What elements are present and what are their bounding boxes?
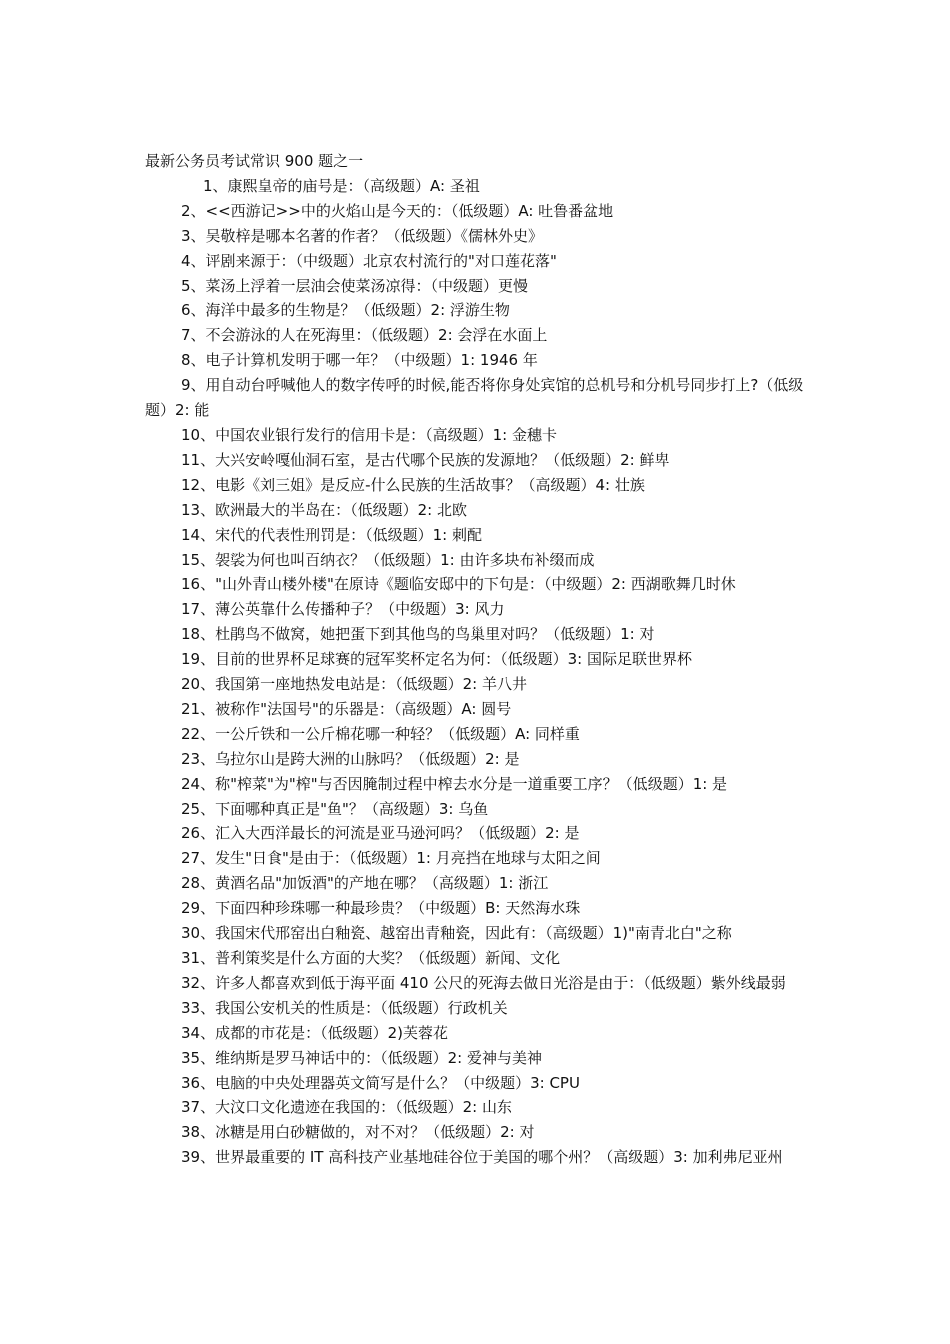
question-item: 14、宋代的代表性刑罚是：（低级题）1: 刺配 — [181, 525, 482, 544]
question-item: 8、电子计算机发明于哪一年？（中级题）1: 1946 年 — [181, 351, 538, 370]
question-item: 15、袈裟为何也叫百纳衣？（低级题）1: 由许多块布补缀而成 — [181, 550, 595, 569]
question-item: 22、一公斤铁和一公斤棉花哪一种轻？（低级题）A: 同样重 — [181, 724, 580, 743]
question-item: 31、普利策奖是什么方面的大奖？（低级题）新闻、文化 — [181, 949, 561, 967]
question-item: 17、薄公英靠什么传播种子？（中级题）3: 风力 — [181, 600, 505, 619]
question-item: 11、大兴安岭嘎仙洞石室，是古代哪个民族的发源地？（低级题）2: 鲜卑 — [181, 450, 670, 469]
question-item: 32、许多人都喜欢到低于海平面 410 公尺的死海去做日光浴是由于：（低级题）紫外线最弱 — [181, 973, 786, 992]
question-item: 39、世界最重要的 IT 高科技产业基地硅谷位于美国的哪个州？（高级题）3: 加利弗尼亚州 — [181, 1148, 783, 1167]
question-list — [145, 174, 810, 1170]
question-item: 9、用自动台呼喊他人的数字传呼的时候,能否将你身处宾馆的总机号和分机号同步打上?（低级题）2: 能 — [145, 376, 804, 420]
question-item: 24、称"榨菜"为"榨"与否因腌制过程中榨去水分是一道重要工序？（低级题）1: 是 — [181, 774, 728, 793]
question-item: 38、冰糖是用白砂糖做的，对不对？（低级题）2: 对 — [181, 1123, 535, 1142]
question-item: 19、目前的世界杯足球赛的冠军奖杯定名为何：（低级题）3: 国际足联世界杯 — [181, 650, 692, 669]
document-page — [145, 149, 810, 1170]
question-item: 34、成都的市花是：（低级题）2)芙蓉花 — [181, 1023, 448, 1042]
question-item: 35、维纳斯是罗马神话中的：（低级题）2: 爱神与美神 — [181, 1048, 542, 1067]
question-item: 4、评剧来源于：（中级题）北京农村流行的"对口莲花落" — [181, 251, 557, 270]
question-item: 36、电脑的中央处理器英文简写是什么？（中级题）3: CPU — [181, 1073, 580, 1092]
question-item: 25、下面哪种真正是"鱼"？（高级题）3: 乌鱼 — [181, 799, 489, 818]
question-item: 20、我国第一座地热发电站是：（低级题）2: 羊八井 — [181, 675, 527, 694]
question-item: 30、我国宋代邢窑出白釉瓷、越窑出青釉瓷，因此有：（高级题）1)"南青北白"之称 — [181, 924, 732, 943]
question-item: 29、下面四种珍珠哪一种最珍贵？（中级题）B: 天然海水珠 — [181, 899, 581, 918]
question-item: 33、我国公安机关的性质是：（低级题）行政机关 — [181, 998, 508, 1017]
question-item: 23、乌拉尔山是跨大洲的山脉吗？（低级题）2: 是 — [181, 749, 520, 768]
question-item: 13、欧洲最大的半岛在：（低级题）2: 北欧 — [181, 500, 467, 519]
question-item: 1、康熙皇帝的庙号是：（高级题）A: 圣祖 — [203, 176, 480, 195]
question-item: 10、中国农业银行发行的信用卡是：（高级题）1: 金穗卡 — [181, 425, 557, 444]
document-title: 最新公务员考试常识 900 题之一 — [145, 152, 364, 170]
question-item: 3、吴敬梓是哪本名著的作者？（低级题）《儒林外史》 — [181, 226, 544, 245]
question-item: 37、大汶口文化遗迹在我国的：（低级题）2: 山东 — [181, 1098, 512, 1117]
question-item: 5、菜汤上浮着一层油会使菜汤凉得：（中级题）更慢 — [181, 276, 529, 295]
question-item: 18、杜鹃鸟不做窝，她把蛋下到其他鸟的鸟巢里对吗？（低级题）1: 对 — [181, 625, 655, 644]
question-item: 2、<<西游记>>中的火焰山是今天的：（低级题）A: 吐鲁番盆地 — [181, 201, 614, 220]
question-item: 28、黄酒名品"加饭酒"的产地在哪？（高级题）1: 浙江 — [181, 874, 549, 893]
question-item: 6、海洋中最多的生物是？（低级题）2: 浮游生物 — [181, 301, 510, 320]
question-item: 27、发生"日食"是由于：（低级题）1: 月亮挡在地球与太阳之间 — [181, 849, 601, 868]
question-item: 12、电影《刘三姐》是反应-什么民族的生活故事？（高级题）4: 壮族 — [181, 475, 645, 494]
question-item: 7、不会游泳的人在死海里：（低级题）2: 会浮在水面上 — [181, 326, 548, 345]
question-item: 16、"山外青山楼外楼"在原诗《题临安邸中的下句是：（中级题）2: 西湖歌舞几时休 — [181, 575, 736, 594]
question-item: 21、被称作"法国号"的乐器是：（高级题）A: 圆号 — [181, 699, 512, 718]
question-item: 26、汇入大西洋最长的河流是亚马逊河吗？（低级题）2: 是 — [181, 824, 580, 843]
